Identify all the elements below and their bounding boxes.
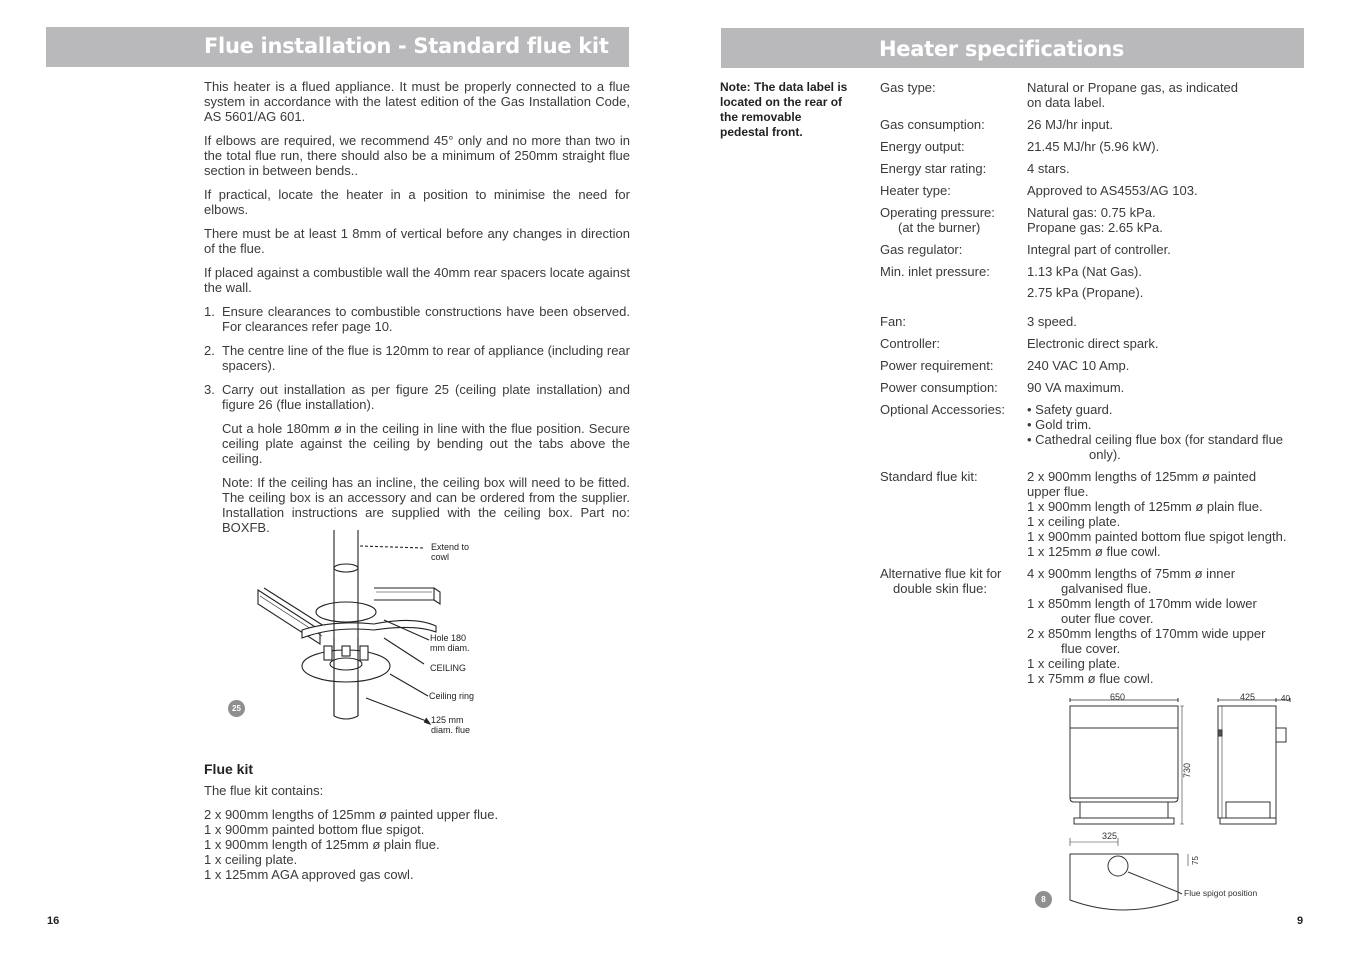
spec-value xyxy=(1027,380,1310,395)
spec-label-text: Operating pressure: xyxy=(880,205,995,220)
spec-row-gas-regulator xyxy=(880,242,1310,257)
spec-value xyxy=(1027,117,1310,132)
spec-line: • Safety guard. xyxy=(1027,402,1113,417)
flue-kit-item: 1 x 900mm painted bottom flue spigot. xyxy=(204,822,425,837)
spec-label: Controller: xyxy=(880,336,940,351)
spec-line: 1.13 kPa (Nat Gas). xyxy=(1027,264,1142,279)
spec-label: Power requirement: xyxy=(880,358,994,373)
label-extend: Extend to xyxy=(431,542,470,552)
paragraph: If placed against a combustible wall the 40mm rear spacers locate against the wall. xyxy=(204,265,630,295)
spec-line: 2.75 kPa (Propane). xyxy=(1027,285,1144,300)
spec-line: 90 VA maximum. xyxy=(1027,380,1125,395)
installation-steps xyxy=(204,304,630,412)
spec-value xyxy=(1027,336,1310,351)
spec-line: 1 x 900mm painted bottom flue spigot length. xyxy=(1027,529,1287,544)
spec-line: 1 x ceiling plate. xyxy=(1027,656,1121,671)
spec-line: only). xyxy=(1089,447,1121,462)
spec-value xyxy=(1027,566,1310,686)
flue-kit-heading: Flue kit xyxy=(204,761,254,777)
flue-kit-intro: The flue kit contains: xyxy=(204,783,324,798)
dim-spigot-x: 325 xyxy=(1102,831,1118,841)
flue-kit-item: 2 x 900mm lengths of 125mm ø painted upper flue. xyxy=(204,807,499,822)
step-number: 1. xyxy=(204,304,215,319)
right-page-title: Heater specifications xyxy=(879,37,1125,61)
paragraph: There must be at least 1 8mm of vertical before any changes in direction of the flue. xyxy=(204,226,630,256)
spec-line: Propane gas: 2.65 kPa. xyxy=(1027,220,1163,235)
spec-line: 4 x 900mm lengths of 75mm ø inner xyxy=(1027,566,1236,581)
spec-line: 21.45 MJ/hr (5.96 kW). xyxy=(1027,139,1160,154)
spec-label: Min. inlet pressure: xyxy=(880,264,990,279)
spec-value xyxy=(1027,242,1310,257)
step3-detail: Cut a hole 180mm ø in the ceiling in line with the flue position. Secure ceiling plate against the ceiling by bending out the tabs above the ceiling. xyxy=(222,421,630,466)
spec-line: 1 x 900mm length of 125mm ø plain flue. xyxy=(1027,499,1263,514)
spec-value xyxy=(1027,183,1310,198)
flue-kit-section xyxy=(204,762,630,882)
spec-label: Energy output: xyxy=(880,139,965,154)
paragraph: If elbows are required, we recommend 45° only and no more than two in the total flue run, there should also be a minimum of 250mm straight flue section in between bends.. xyxy=(204,133,630,178)
step-number: 2. xyxy=(204,343,215,358)
spec-row-energy-output xyxy=(880,139,1310,154)
label-ceiling-ring: Ceiling ring xyxy=(429,691,475,701)
spec-value xyxy=(1027,264,1310,300)
dim-spigot-y: 75 xyxy=(1191,856,1200,865)
dim-depth: 425 xyxy=(1240,692,1256,702)
spec-label: Gas consumption: xyxy=(880,117,985,132)
figure-25-ceiling-plate xyxy=(224,528,494,743)
spec-row-energy-star xyxy=(880,161,1310,176)
spec-row-inlet-pressure xyxy=(880,264,1310,300)
figure-number-badge: 8 xyxy=(1035,891,1052,908)
spec-line: upper flue. xyxy=(1027,484,1089,499)
spec-row-accessories xyxy=(880,402,1310,462)
spec-line: • Gold trim. xyxy=(1027,417,1092,432)
spec-label xyxy=(880,566,1025,596)
step-item xyxy=(204,343,630,373)
spec-line: Electronic direct spark. xyxy=(1027,336,1159,351)
data-label-note: Note: The data label is located on the rear of the removable pedestal front. xyxy=(720,80,848,139)
right-title-banner xyxy=(721,28,1304,68)
figure-number-badge: 25 xyxy=(228,700,245,717)
spec-value xyxy=(1027,358,1310,373)
spec-row-alternative-flue-kit xyxy=(880,566,1310,686)
spec-value xyxy=(1027,161,1310,176)
flue-kit-item: 1 x 900mm length of 125mm ø plain flue. xyxy=(204,837,440,852)
spec-row-gas-type xyxy=(880,80,1310,110)
spec-value xyxy=(1027,205,1310,235)
spec-label: Heater type: xyxy=(880,183,951,198)
label-flue: 125 mm xyxy=(431,715,464,725)
spec-row-fan xyxy=(880,314,1310,329)
step-text: The centre line of the flue is 120mm to rear of appliance (including rear spacers). xyxy=(222,343,630,373)
figure-8-dimensions xyxy=(1030,688,1310,920)
flue-kit-item: 1 x ceiling plate. xyxy=(204,852,298,867)
left-title-banner xyxy=(46,27,629,67)
spec-line: on data label. xyxy=(1027,95,1106,110)
step-text: Ensure clearances to combustible constructions have been observed. For clearances refer page 10. xyxy=(222,304,630,334)
dim-width: 650 xyxy=(1110,692,1126,702)
label-hole: Hole 180 xyxy=(430,633,467,643)
label-flue-diam: diam. flue xyxy=(431,725,471,735)
flue-kit-item: 1 x 125mm AGA approved gas cowl. xyxy=(204,867,414,882)
spec-line: • Cathedral ceiling flue box (for standard flue xyxy=(1027,432,1284,447)
spec-line: flue cover. xyxy=(1061,641,1121,656)
spec-line: 26 MJ/hr input. xyxy=(1027,117,1113,132)
spec-label: Power consumption: xyxy=(880,380,998,395)
spec-table xyxy=(880,80,1310,693)
step-item xyxy=(204,382,630,412)
spec-label: Optional Accessories: xyxy=(880,402,1006,417)
step-item xyxy=(204,304,630,334)
spec-line: 2 x 850mm lengths of 170mm wide upper xyxy=(1027,626,1266,641)
spec-line: galvanised flue. xyxy=(1061,581,1152,596)
heater-dimension-diagram xyxy=(1030,688,1310,920)
spec-row-power-consumption xyxy=(880,380,1310,395)
ceiling-plate-diagram xyxy=(224,528,494,743)
spec-label-sub: (at the burner) xyxy=(898,220,981,235)
spec-value xyxy=(1027,469,1310,559)
spec-row-gas-consumption xyxy=(880,117,1310,132)
spec-line: Natural or Propane gas, as indicated xyxy=(1027,80,1239,95)
step-number: 3. xyxy=(204,382,215,397)
spec-line: 1 x ceiling plate. xyxy=(1027,514,1121,529)
spec-line: 4 stars. xyxy=(1027,161,1070,176)
spec-label: Fan: xyxy=(880,314,907,329)
dim-height: 730 xyxy=(1182,762,1192,778)
spec-line: 240 VAC 10 Amp. xyxy=(1027,358,1130,373)
spec-value xyxy=(1027,80,1310,110)
spec-label: Gas regulator: xyxy=(880,242,963,257)
spec-line: 1 x 75mm ø flue cowl. xyxy=(1027,671,1154,686)
label-cowl: cowl xyxy=(431,552,450,562)
label-ceiling: CEILING xyxy=(430,663,467,673)
spec-value xyxy=(1027,139,1310,154)
spec-line: 1 x 125mm ø flue cowl. xyxy=(1027,544,1161,559)
spec-label-text: Alternative flue kit for xyxy=(880,566,1002,581)
spec-value xyxy=(1027,402,1310,462)
paragraph: This heater is a flued appliance. It must be properly connected to a flue system in accordance with the latest edition of the Gas Installation Code, AS 5601/AG 601. xyxy=(204,79,630,124)
spec-row-standard-flue-kit xyxy=(880,469,1310,559)
flue-spigot-label: Flue spigot position xyxy=(1184,888,1258,898)
spec-row-power-requirement xyxy=(880,358,1310,373)
label-hole-diam: mm diam. xyxy=(430,643,470,653)
spec-line: Natural gas: 0.75 kPa. xyxy=(1027,205,1156,220)
right-page-number: 9 xyxy=(1297,915,1304,927)
spec-row-operating-pressure xyxy=(880,205,1310,235)
ceiling-note: Note: If the ceiling has an incline, the ceiling box will need to be fitted. The ceiling box is an accessory and can be ordered from the supplier. Installation instructions are supplied with the ceiling box. Part no: BOXFB. xyxy=(222,475,630,535)
left-page-title: Flue installation - Standard flue kit xyxy=(204,34,609,58)
left-page-number: 16 xyxy=(47,915,60,927)
spec-line: 2 x 900mm lengths of 125mm ø painted xyxy=(1027,469,1257,484)
spec-line: 3 speed. xyxy=(1027,314,1077,329)
dim-depth-offset: 40 xyxy=(1281,694,1290,703)
spec-row-heater-type xyxy=(880,183,1310,198)
spec-line: Integral part of controller. xyxy=(1027,242,1171,257)
spec-label: Standard flue kit: xyxy=(880,469,978,484)
spec-label xyxy=(880,205,1025,235)
spec-line: 1 x 850mm length of 170mm wide lower xyxy=(1027,596,1257,611)
spec-label: Gas type: xyxy=(880,80,936,95)
spec-line: outer flue cover. xyxy=(1061,611,1154,626)
paragraph: If practical, locate the heater in a position to minimise the need for elbows. xyxy=(204,187,630,217)
spec-label-sub: double skin flue: xyxy=(893,581,987,596)
spec-row-controller xyxy=(880,336,1310,351)
spec-line: Approved to AS4553/AG 103. xyxy=(1027,183,1198,198)
left-body xyxy=(204,79,630,544)
step-text: Carry out installation as per figure 25 (ceiling plate installation) and figure 26 (flue installation). xyxy=(222,382,630,412)
spec-label: Energy star rating: xyxy=(880,161,987,176)
spec-value xyxy=(1027,314,1310,329)
